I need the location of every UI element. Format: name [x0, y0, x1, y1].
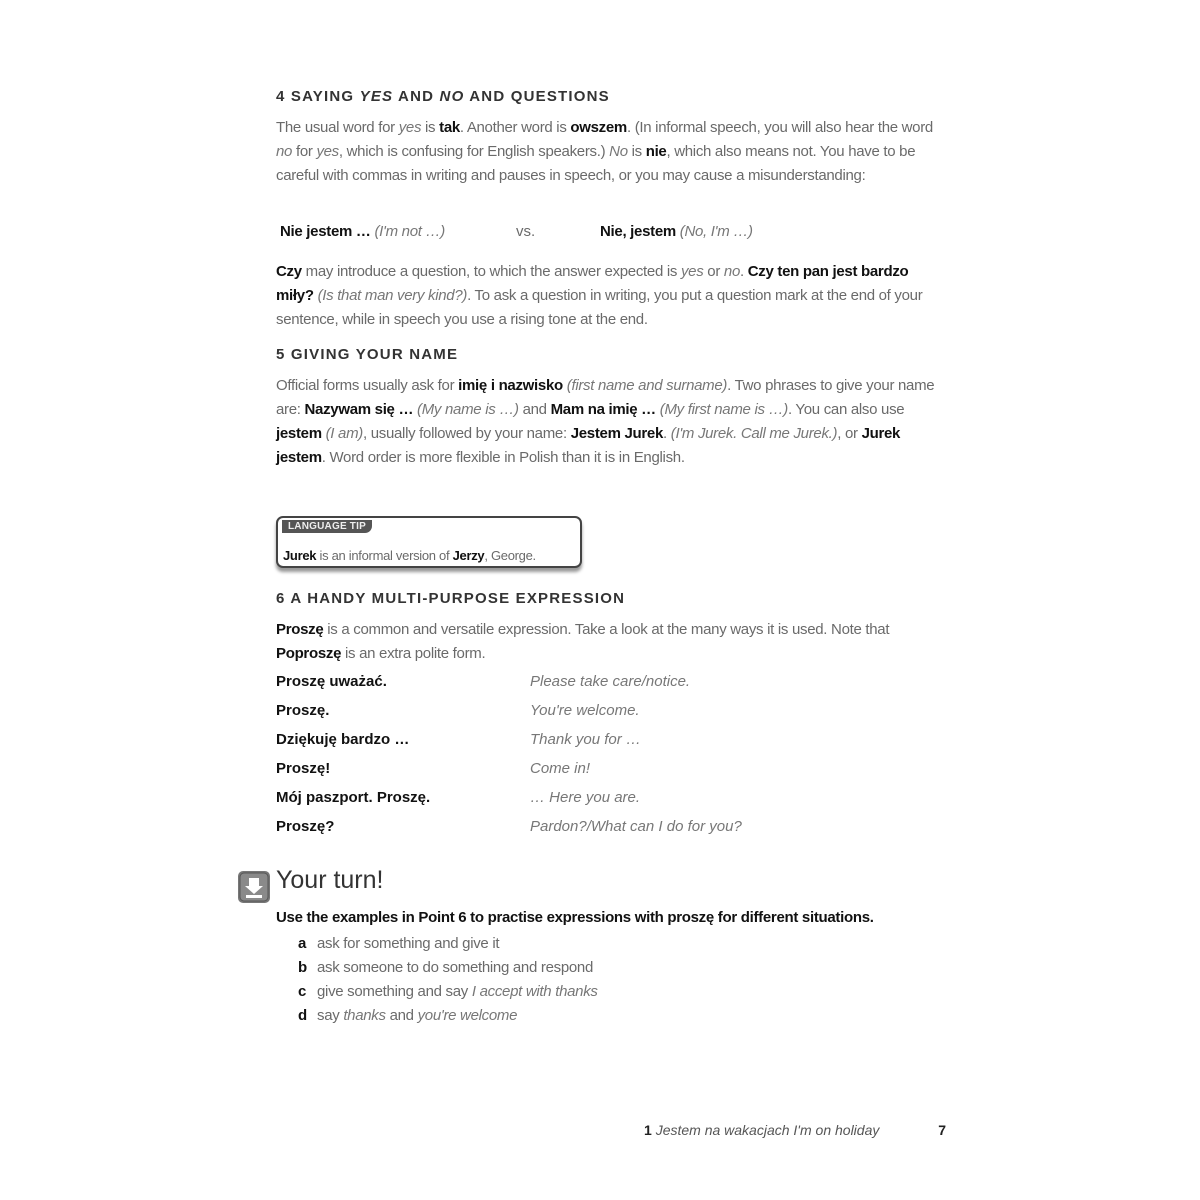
italic-text: I accept with thanks	[471, 983, 598, 1000]
bold-text: Nie jestem …	[280, 223, 375, 240]
polish-expression: Proszę?	[276, 818, 335, 835]
text: ask someone to do something and respond	[317, 959, 593, 976]
text: ask for something and give it	[317, 935, 500, 952]
english-translation: You're welcome.	[530, 702, 640, 719]
english-translation: Thank you for …	[530, 731, 641, 748]
italic-text: you're welcome	[417, 1007, 518, 1024]
bold-text: Czy	[276, 263, 302, 280]
your-turn-icon	[238, 871, 270, 903]
italic-text: NO	[439, 88, 465, 105]
polish-expression: Proszę.	[276, 702, 330, 719]
bold-text: Jerzy	[452, 548, 485, 563]
bold-text: owszem	[570, 119, 627, 136]
italic-text: (No, I'm …)	[679, 223, 753, 240]
exercise-item	[298, 980, 598, 1004]
italic-text: no	[723, 263, 740, 280]
english-translation: Please take care/notice.	[530, 673, 691, 690]
bold-text: Jestem Jurek	[570, 425, 663, 442]
italic-text: no	[276, 143, 293, 160]
section-5-paragraph	[276, 374, 948, 470]
section-4-paragraph	[276, 116, 948, 188]
bold-text: Czy ten pan jest bardzo miły?	[276, 263, 909, 304]
bold-text: Nie, jestem	[600, 223, 680, 240]
english-translation: … Here you are.	[530, 789, 641, 806]
bold-text: jestem	[276, 425, 322, 442]
item-text	[317, 983, 598, 1000]
text: for	[292, 143, 317, 160]
italic-text: thanks	[343, 1007, 386, 1024]
item-letter: d	[298, 1007, 308, 1024]
exercise-instruction: Use the examples in Point 6 to practise expressions with proszę for different situations.	[276, 909, 874, 926]
text: . Word order is more flexible in Polish than it is in English.	[321, 449, 685, 466]
text: Official forms usually ask for	[276, 377, 459, 394]
bold-text: tak	[439, 119, 460, 136]
section-5-heading	[276, 346, 948, 363]
text: AND	[393, 88, 440, 105]
polish-expression: Mój paszport. Proszę.	[276, 789, 431, 806]
bold-text: Poproszę	[276, 645, 342, 662]
italic-text: (My first name is …)	[659, 401, 788, 418]
text: 4 SAYING	[276, 88, 360, 105]
chapter-title: Jestem na wakacjach I'm on holiday	[655, 1122, 880, 1138]
italic-text: (first name and surname)	[566, 377, 728, 394]
chapter-number: 1	[644, 1122, 652, 1138]
bold-text: Jurek jestem	[276, 425, 901, 466]
exercise-item	[298, 956, 593, 980]
text: , which is confusing for English speakers.)	[338, 143, 610, 160]
text: is an informal version of	[316, 548, 453, 563]
section-4-heading	[276, 88, 948, 105]
footer-chapter	[644, 1122, 879, 1138]
section-6-heading	[276, 590, 948, 607]
text: . (In informal speech, you will also hear the word	[626, 119, 933, 136]
english-translation: Come in!	[530, 760, 591, 777]
text: AND QUESTIONS	[464, 88, 610, 105]
text: is a common and versatile expression. Take a look at the many ways it is used. Note that	[323, 621, 890, 638]
italic-text: (My name is …)	[417, 401, 519, 418]
item-text	[317, 959, 593, 976]
section-4-paragraph-2	[276, 260, 948, 332]
polish-expression: Proszę uważać.	[276, 673, 387, 690]
text: is	[421, 119, 440, 136]
item-letter: c	[298, 983, 307, 1000]
item-text	[317, 935, 499, 952]
text: . To ask a question in writing, you put a question mark at the end of your sentence, while in speech you use a rising tone at the end.	[276, 287, 923, 328]
section-6-paragraph	[276, 618, 948, 666]
text: is an extra polite form.	[341, 645, 486, 662]
page-number: 7	[938, 1122, 946, 1138]
text: or	[703, 263, 724, 280]
text: may introduce a question, to which the answer expected is	[301, 263, 681, 280]
text: . Another word is	[459, 119, 571, 136]
bold-text: Proszę	[276, 621, 324, 638]
item-text	[317, 1007, 517, 1024]
exercise-item	[298, 932, 499, 956]
bold-text: imię i nazwisko	[458, 377, 563, 394]
italic-text: (Is that man very kind?)	[317, 287, 468, 304]
italic-text: (I'm not …)	[374, 223, 445, 240]
text: .	[663, 425, 671, 442]
text: and	[385, 1007, 418, 1024]
item-letter: a	[298, 935, 307, 952]
bold-text: Mam na imię …	[550, 401, 656, 418]
italic-text: (I'm Jurek. Call me Jurek.)	[670, 425, 838, 442]
text: .	[740, 263, 748, 280]
language-tip-label: LANGUAGE TIP	[282, 520, 372, 533]
polish-expression: Dziękuję bardzo …	[276, 731, 410, 748]
exercise-item	[298, 1004, 517, 1028]
example-right	[600, 220, 753, 244]
text: . You can also use	[787, 401, 905, 418]
text: . Two phrases to give your name are:	[276, 377, 935, 418]
italic-text: yes	[398, 119, 422, 136]
italic-text: yes	[680, 263, 704, 280]
polish-expression: Proszę!	[276, 760, 331, 777]
text: is	[627, 143, 646, 160]
text: , usually followed by your name:	[362, 425, 571, 442]
italic-text: yes	[316, 143, 339, 160]
text: , or	[837, 425, 862, 442]
bold-text: Nazywam się …	[304, 401, 414, 418]
text: give something and say	[317, 983, 472, 1000]
italic-text: YES	[359, 88, 394, 105]
vs-label: vs.	[516, 223, 536, 240]
text: 6 A HANDY MULTI-PURPOSE EXPRESSION	[276, 590, 626, 607]
text: 5 GIVING YOUR NAME	[276, 346, 459, 363]
item-letter: b	[298, 959, 308, 976]
text: , which also means not. You have to be careful with commas in writing and pauses in speech, or you may cause a misunderstanding:	[276, 143, 916, 184]
language-tip-box	[276, 516, 582, 568]
text: , George.	[484, 548, 536, 563]
english-translation: Pardon?/What can I do for you?	[530, 818, 742, 835]
bold-text: nie	[645, 143, 667, 160]
language-tip-text	[283, 544, 536, 568]
text: and	[518, 401, 551, 418]
bold-text: Jurek	[283, 548, 317, 563]
your-turn-title: Your turn!	[276, 866, 384, 894]
italic-text: No	[609, 143, 628, 160]
italic-text: (I am)	[325, 425, 363, 442]
text: The usual word for	[276, 119, 399, 136]
example-left	[280, 220, 445, 244]
text: say	[317, 1007, 344, 1024]
